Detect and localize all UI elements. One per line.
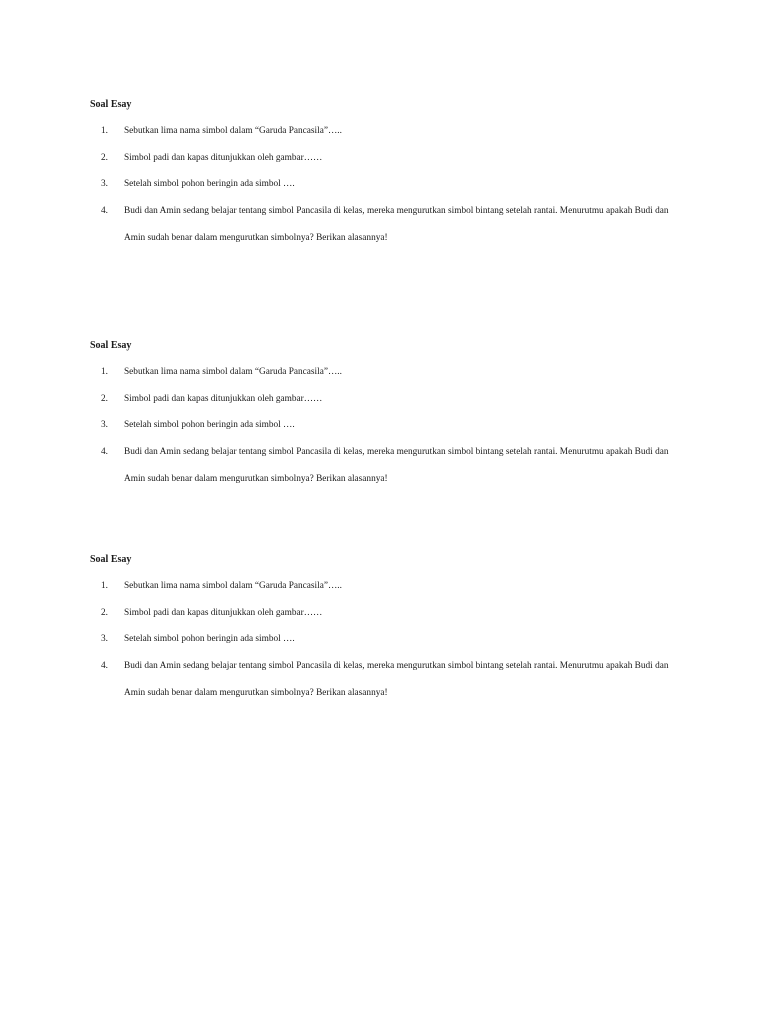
question-text: Simbol padi dan kapas ditunjukkan oleh gambar…… (124, 607, 323, 618)
question-list (90, 573, 690, 707)
question-item-3 (90, 412, 672, 439)
section-heading: Soal Esay (90, 99, 132, 110)
section-heading: Soal Esay (90, 340, 132, 351)
question-text: Sebutkan lima nama simbol dalam “Garuda Pancasila”….. (124, 367, 342, 377)
question-number: 3. (101, 179, 108, 190)
question-number: 3. (101, 634, 108, 645)
question-item-2 (90, 600, 672, 627)
question-number: 2. (101, 393, 108, 404)
section-heading: Soal Esay (90, 554, 132, 565)
question-number: 1. (101, 581, 108, 591)
question-text: Setelah simbol pohon beringin ada simbol …. (124, 420, 295, 431)
question-item-2 (90, 386, 672, 413)
question-number: 3. (101, 420, 108, 431)
question-list (90, 118, 690, 252)
question-number: 4. (101, 206, 108, 217)
question-number: 1. (101, 126, 108, 136)
question-list (90, 359, 690, 493)
question-text: Sebutkan lima nama simbol dalam “Garuda Pancasila”….. (124, 581, 342, 591)
essay-section-3 (90, 554, 690, 707)
question-item-1 (90, 359, 672, 386)
essay-section-2 (90, 340, 690, 493)
question-text: Sebutkan lima nama simbol dalam “Garuda Pancasila”….. (124, 126, 342, 136)
question-text: Budi dan Amin sedang belajar tentang simbol Pancasila di kelas, mereka mengurutkan simbol bintang setelah rantai. Menurutmu apakah Budi dan Amin sudah benar dalam mengurutkan simbolnya? Berikan alasannya! (124, 206, 669, 243)
question-item-4 (90, 439, 672, 492)
question-text: Setelah simbol pohon beringin ada simbol …. (124, 634, 295, 645)
question-item-4 (90, 198, 672, 251)
question-number: 4. (101, 661, 108, 672)
question-number: 1. (101, 367, 108, 377)
question-item-2 (90, 145, 672, 172)
question-text: Simbol padi dan kapas ditunjukkan oleh gambar…… (124, 152, 323, 163)
question-item-4 (90, 653, 672, 706)
question-item-1 (90, 118, 672, 145)
question-number: 4. (101, 447, 108, 458)
question-text: Simbol padi dan kapas ditunjukkan oleh gambar…… (124, 393, 323, 404)
question-item-3 (90, 626, 672, 653)
question-number: 2. (101, 152, 108, 163)
question-text: Budi dan Amin sedang belajar tentang simbol Pancasila di kelas, mereka mengurutkan simbol bintang setelah rantai. Menurutmu apakah Budi dan Amin sudah benar dalam mengurutkan simbolnya? Berikan alasannya! (124, 447, 669, 484)
essay-section-1 (90, 99, 690, 252)
question-text: Setelah simbol pohon beringin ada simbol …. (124, 179, 295, 190)
question-number: 2. (101, 607, 108, 618)
question-item-1 (90, 573, 672, 600)
question-item-3 (90, 171, 672, 198)
question-text: Budi dan Amin sedang belajar tentang simbol Pancasila di kelas, mereka mengurutkan simbol bintang setelah rantai. Menurutmu apakah Budi dan Amin sudah benar dalam mengurutkan simbolnya? Berikan alasannya! (124, 661, 669, 698)
